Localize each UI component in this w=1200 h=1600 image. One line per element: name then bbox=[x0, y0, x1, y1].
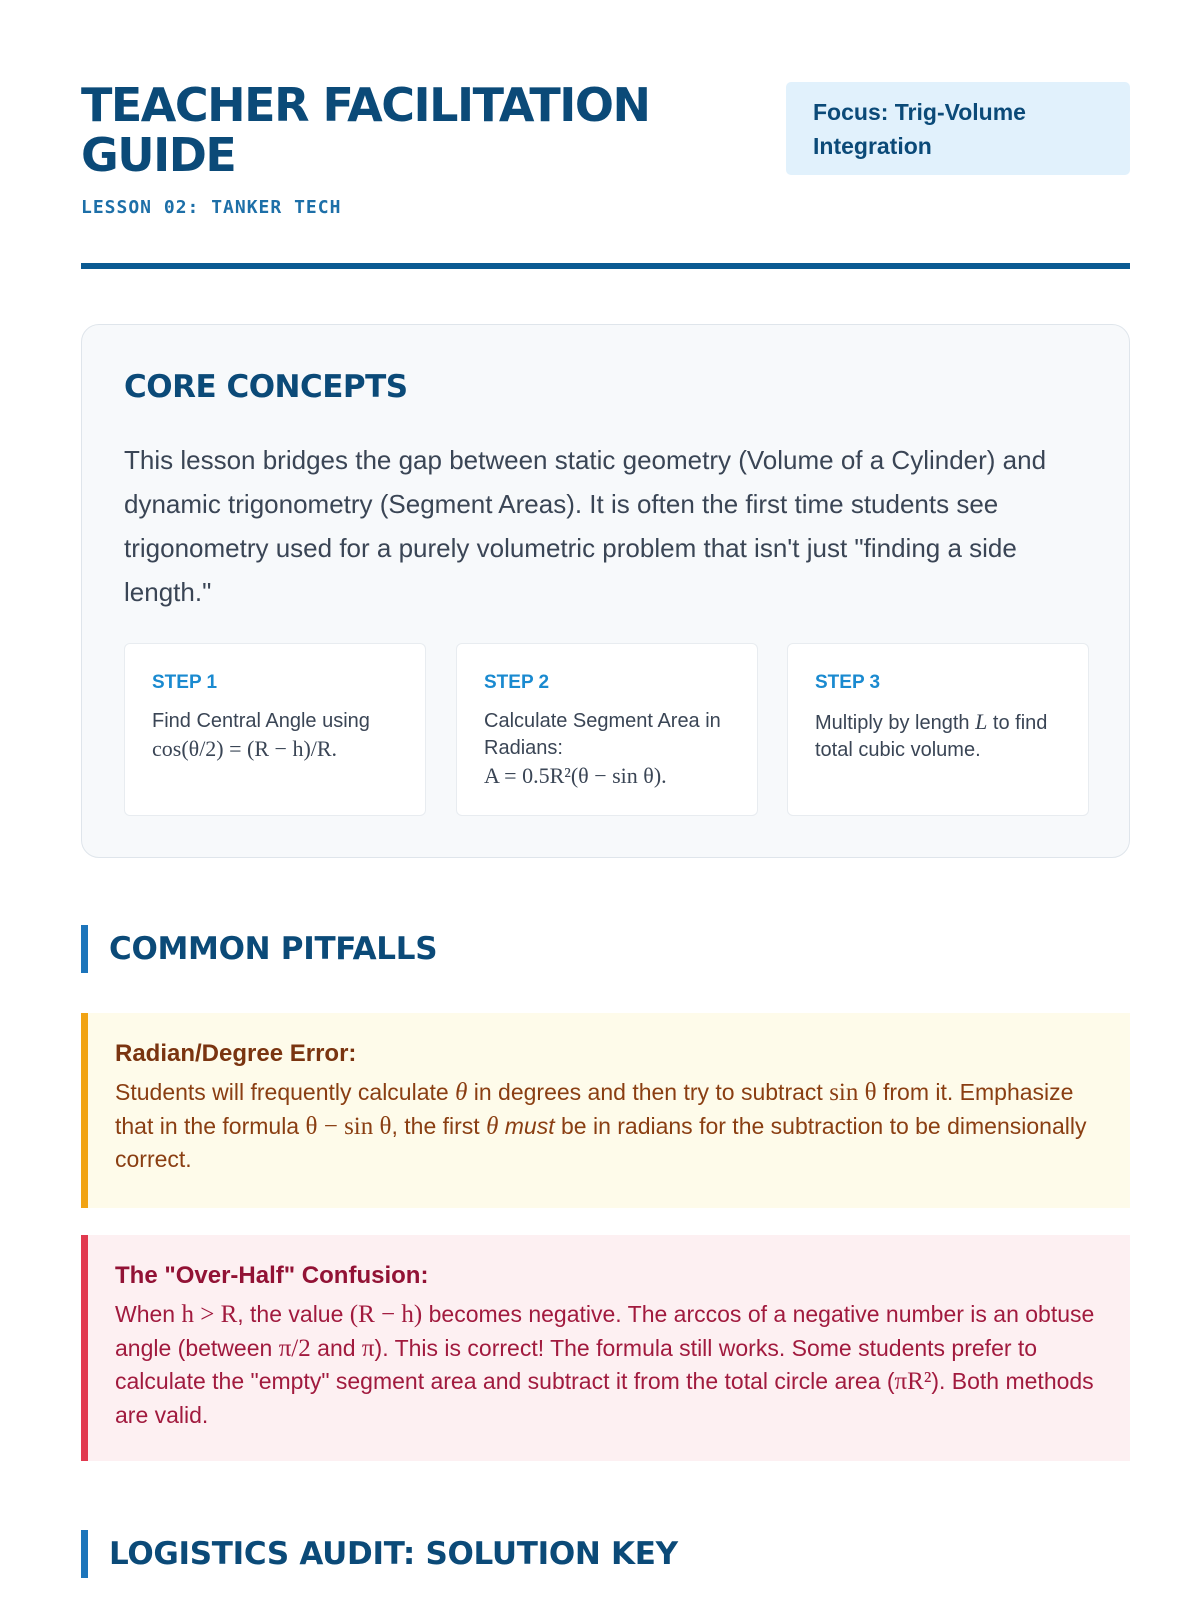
facilitation-guide-page bbox=[81, 0, 1130, 1572]
step-label: STEP 2 bbox=[484, 672, 550, 693]
step-formula: cos(θ/2) = (R − h)/R. bbox=[152, 736, 338, 761]
step-label: STEP 1 bbox=[152, 672, 218, 693]
callout-title: Radian/Degree Error: bbox=[115, 1040, 357, 1067]
step-text: Multiply by length bbox=[815, 712, 970, 734]
step-label: STEP 3 bbox=[815, 672, 881, 693]
length-variable: L bbox=[975, 709, 988, 734]
core-concepts-card bbox=[81, 324, 1130, 858]
over-half-callout bbox=[81, 1235, 1130, 1461]
callout-title: The "Over-Half" Confusion: bbox=[115, 1262, 429, 1289]
step-description bbox=[815, 708, 1061, 764]
lesson-subtitle: LESSON 02: TANKER TECH bbox=[81, 197, 342, 218]
callout-body: When h > R, the value (R − h) becomes negative. The arccos of a negative number is an obtuse angle (between π/2 and π). This is correct! The formula still works. Some students prefer to calculate the "empty" segment area and subtract it from the total circle area (πR²). Both methods are valid. bbox=[115, 1301, 1095, 1428]
step-text: to find total cubic volume. bbox=[815, 712, 1048, 761]
callout-body: Students will frequently calculate θ in degrees and then try to subtract sin θ from it. Emphasize that in the formula θ − sin θ, the first θ must be in radians for the subtraction to be dimensionally correct. bbox=[115, 1079, 1087, 1172]
step-card-1 bbox=[124, 643, 426, 816]
common-pitfalls-heading: COMMON PITFALLS bbox=[81, 925, 437, 973]
core-concepts-text: This lesson bridges the gap between static geometry (Volume of a Cylinder) and dynamic trigonometry (Segment Areas). It is often the first time students see trigonometry used for a purely volumetric problem that isn't just "finding a side length." bbox=[124, 445, 1047, 607]
focus-badge: Focus: Trig-Volume Integration bbox=[786, 82, 1130, 175]
header-divider bbox=[81, 263, 1130, 269]
step-formula: A = 0.5R²(θ − sin θ). bbox=[484, 763, 667, 788]
page-title: TEACHER FACILITATION GUIDE bbox=[81, 78, 650, 182]
step-card-2 bbox=[456, 643, 758, 816]
step-text: Find Central Angle using bbox=[152, 710, 370, 732]
core-concepts-heading: CORE CONCEPTS bbox=[124, 369, 408, 405]
step-text: Calculate Segment Area in Radians: bbox=[484, 710, 721, 759]
step-description bbox=[152, 708, 398, 764]
step-description bbox=[484, 708, 730, 791]
steps-row bbox=[124, 643, 1091, 816]
page-header bbox=[81, 0, 1130, 270]
step-card-3 bbox=[787, 643, 1089, 816]
logistics-audit-heading: LOGISTICS AUDIT: SOLUTION KEY bbox=[81, 1530, 678, 1578]
radian-degree-callout bbox=[81, 1013, 1130, 1208]
